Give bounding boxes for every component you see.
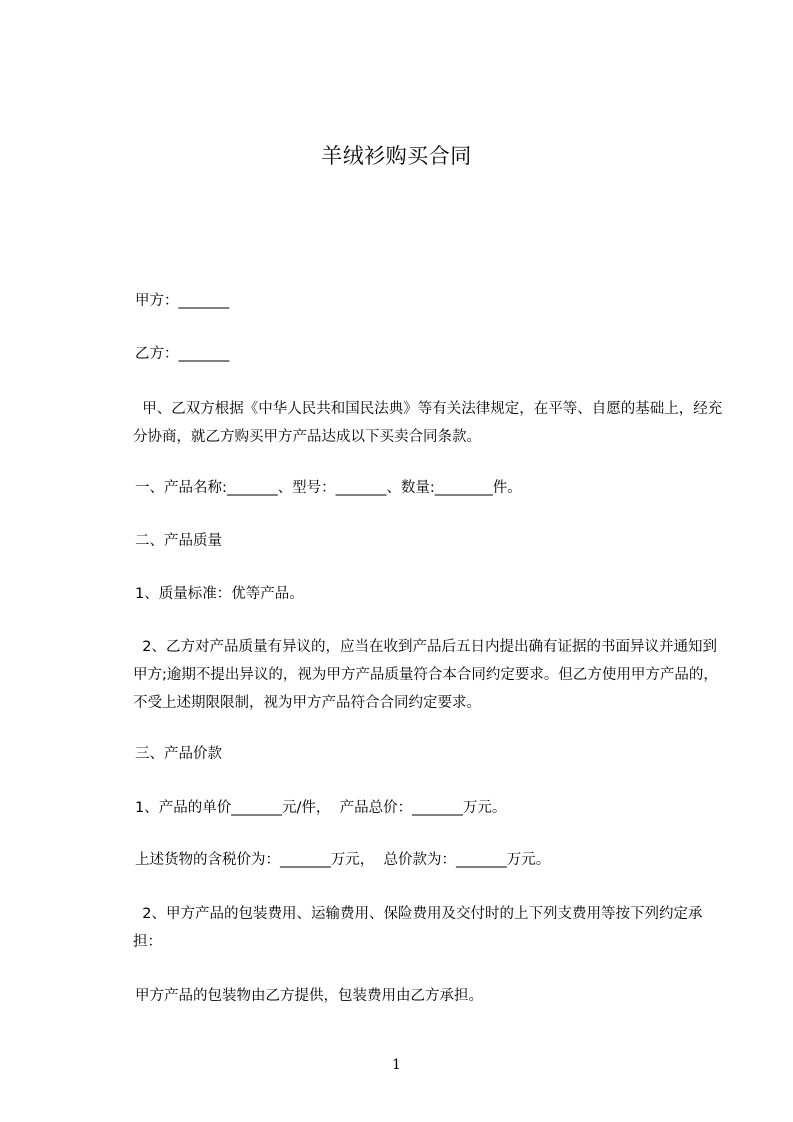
party-a-line: 甲方：_______	[135, 293, 230, 309]
party-b-line: 乙方：_______	[135, 346, 230, 362]
packaging-provision-line: 甲方产品的包装物由乙方提供，包装费用由乙方承担。	[135, 988, 483, 1004]
tax-inclusive-price-line: 上述货物的含税价为：_______万元， 总价款为：_______万元。	[135, 852, 551, 868]
section-3-heading: 三、产品价款	[135, 746, 222, 762]
section-2-heading: 二、产品质量	[135, 533, 222, 549]
section-1-product-name: 一、产品名称:_______、型号：_______、数量:________件。	[135, 480, 522, 496]
quality-standard-clause: 1、质量标准：优等产品。	[135, 586, 304, 602]
unit-price-clause: 1、产品的单价_______元/件， 产品总价：_______万元。	[135, 800, 507, 816]
page-title: 羊绒衫购买合同	[321, 144, 472, 168]
quality-objection-clause: 2、乙方对产品质量有异议的，应当在收到产品后五日内提出确有证据的书面异议并通知到甲方;逾期不提出异议的，视为甲方产品质量符合本合同约定要求。但乙方使用甲方产品的，不受上述期限限制，视为甲方产品符合合同约定要求。	[133, 639, 718, 711]
preamble-paragraph: 甲、乙双方根据《中华人民共和国民法典》等有关法律规定，在平等、自愿的基础上，经充分协商，就乙方购买甲方产品达成以下买卖合同条款。	[133, 401, 723, 445]
packaging-cost-clause: 2、甲方产品的包装费用、运输费用、保险费用及交付时的上下列支费用等按下列约定承担：	[133, 906, 703, 950]
page-number: 1	[392, 1057, 401, 1073]
